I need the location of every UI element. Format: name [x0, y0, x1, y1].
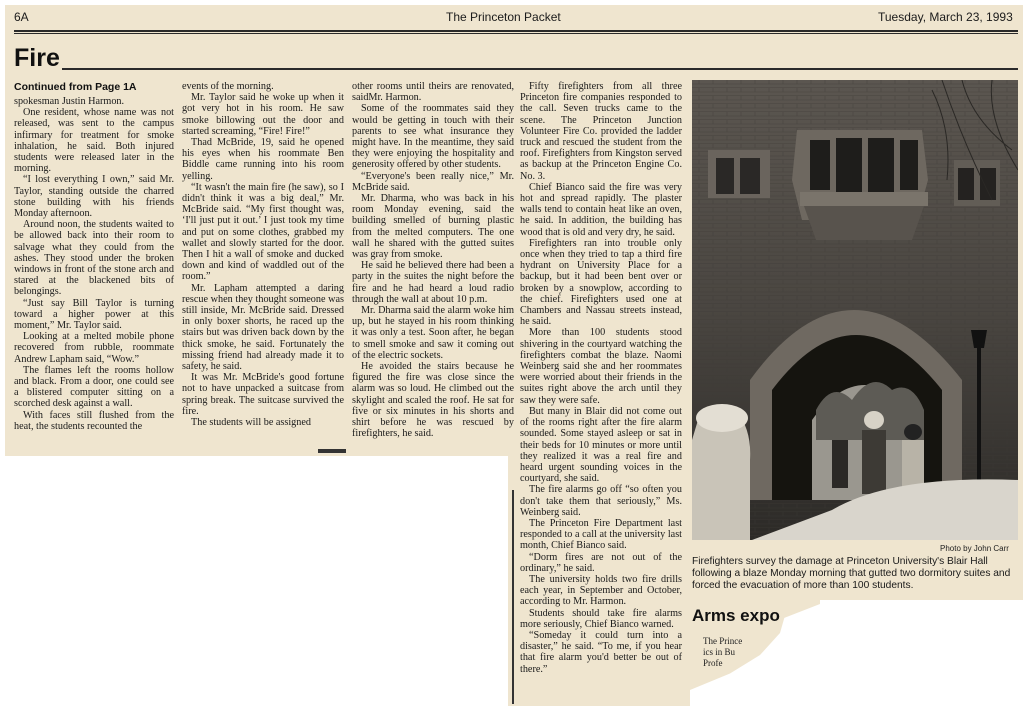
paragraph: The flames left the rooms hollow and black. From a door, one could see a blistered computer sitting on a scorched desk against a wall. [14, 364, 174, 410]
paragraph: spokesman Justin Harmon. [14, 96, 125, 107]
paragraph: Students should take fire alarms more seriously, Chief Bianco warned. [520, 607, 682, 630]
article-column-4 [520, 81, 682, 675]
paragraph: Thad McBride, 19, said he opened his eyes when his roommate Ben Biddle came running into his room yelling. [182, 137, 344, 182]
paragraph: He avoided the stairs because he figured the fire was close since the alarm was so loud. He climbed out the skylight and scaled the roof. He sat for five or six minutes in his shorts and shirt before he was rescued by firefighters, he said. [352, 361, 514, 440]
paragraph: “I lost everything I own,” said Mr. Taylor, standing outside the charred stone building with his friends Monday afternoon. [14, 174, 174, 220]
sidebar-headline: Arms expo [692, 606, 780, 625]
paragraph: Fifty firefighters from all three Princeton fire companies responded to the call. Seven trucks came to the scene. The Princeton Junction Volunteer Fire Co. provided the ladder truck and rescued the student from the roof. Firefighters from Kingston served as backup at the Princeton Engine Co. No. 3. [520, 81, 682, 182]
paragraph: The students will be assigned [191, 417, 311, 429]
paragraph: Looking at a melted mobile phone recovered from rubble, roommate Andrew Lapham said, “Wow.” [14, 331, 174, 365]
masthead-rule [14, 30, 1018, 32]
paragraph: He said he believed there had been a party in the suites the night before the fire and he had heard a loud radio through the wall at about 10 p.m. [352, 260, 514, 305]
paragraph: With faces still flushed from the heat, the students recounted the [14, 409, 174, 432]
newspaper-name: The Princeton Packet [446, 10, 561, 24]
paragraph: “Dorm fires are not out of the ordinary,” he said. [520, 551, 682, 574]
paragraph: “It wasn't the main fire (he saw), so I didn't think it was a big deal,” Mr. McBride said. “My first thought was, ‘I'll just put it out.’ I just took my time and put on some clothes, grabbed my wallet and slowly started for the door. Then I hit a wall of smoke and ducked down and kind of waddled out of the room.” [182, 181, 344, 283]
article-column-3 [352, 81, 514, 440]
paragraph: Mr. Lapham attempted a daring rescue when they thought someone was still inside, Mr. McBride said. Dressed in only boxer shorts, he raced up the stairs but was driven back down by the thick smoke, he said. Fortunately the missing friend had already made it to safety, he said. [182, 282, 344, 373]
paragraph: Around noon, the students waited to be allowed back into their room to salvage what they could from the ashes. They stood under the broken windows in front of the stone arch and stared at the blackened bits of belongings. [14, 219, 174, 298]
paragraph: Firefighters ran into trouble only once when they tried to tap a third fire hydrant on University Place for a backup, but it had been bent over or broken by a snowplow, according to the chief. Firefighters used one at Chambers and Nassau streets instead, he said. [520, 237, 682, 328]
paragraph: The university holds two fire drills each year, in September and October, according to Mr. Harmon. [520, 573, 682, 608]
paragraph: But many in Blair did not come out of the rooms right after the fire alarm sounded. Some stayed asleep or sat in their beds for 10 minutes or more until they realized it was a real fire and heard urgent sounding voices in the courtyard, she said. [520, 405, 682, 485]
article-title: Fire [14, 44, 60, 72]
paragraph: More than 100 students stood shivering in the courtyard watching the firefighters combat the blaze. Naomi Weinberg said she and her roommates were worried about their friends in the suites right above the arch until they saw they were safe. [520, 327, 682, 406]
photo-oriel-window [792, 130, 928, 240]
paragraph: Mr. Dharma, who was back in his room Monday evening, said the building smelled of burning plastic from the melted computers. The one wall he shared with the gutted suites was gray from smoke. [352, 193, 514, 261]
page-number: 6A [14, 10, 29, 24]
paragraph: It was Mr. McBride's good fortune not to have unpacked a suitcase from spring break. The suitcase survived the fire. [182, 372, 344, 417]
column-side-rule [512, 490, 514, 704]
article-column-2 [182, 81, 344, 428]
paragraph: “Someday it could turn into a disaster,” he said. “To me, if you hear that fire alarm you'd better be out of there.” [520, 629, 682, 675]
paragraph: Mr. Dharma said the alarm woke him up, but he stayed in his room thinking it was only a test. Soon after, he began to smell smoke and saw it coming out of the electric sockets. [352, 305, 514, 361]
paragraph: Some of the roommates said they would be getting in touch with their parents to see what insurance they might have. In the meantime, they said they were enjoying the hospitality and generosity offered by other students. [352, 103, 514, 171]
sidebar-fragment: The Prince ics in Bu Profe [703, 636, 743, 668]
clipping-torn-scrap [784, 598, 820, 618]
title-rule [62, 68, 1018, 70]
paragraph: “Just say Bill Taylor is turning toward a higher power at this moment,” Mr. Taylor said. [14, 297, 174, 332]
news-photo [692, 80, 1018, 540]
paragraph: “Everyone's been really nice,” Mr. McBride said. [352, 170, 514, 193]
paragraph: The fire alarms go off “so often you don't take them that seriously,” Ms. Weinberg said. [520, 484, 682, 518]
column-end-mark [318, 449, 346, 453]
paragraph: events of the morning. [182, 81, 274, 92]
paragraph: One resident, whose name was not released, was sent to the campus infirmary for treatment for smoke inhalation, he said. Both injured students were released later in the morning. [14, 107, 174, 175]
paragraph: Mr. Taylor said he woke up when it got very hot in his room. He saw smoke billowing out the door and started screaming, “Fire! Fire!” [182, 92, 344, 137]
paragraph: The Princeton Fire Department last responded to a call at the university last month, Chief Bianco said. [520, 517, 682, 552]
continued-line: Continued from Page 1A [14, 81, 137, 93]
issue-date: Tuesday, March 23, 1993 [878, 10, 1013, 24]
paragraph: other rooms until theirs are renovated, saidMr. Harmon. [352, 81, 514, 104]
masthead-rule-thin [14, 33, 1018, 34]
paragraph: Chief Bianco said the fire was very hot and spread rapidly. The plaster walls tend to contain heat like an oven, he said. In addition, the building has wood that is old and very dry, he said. [520, 181, 682, 238]
photo-right-window [954, 160, 1000, 206]
photo-left-window [708, 150, 770, 198]
article-column-1 [14, 96, 174, 432]
photo-credit: Photo by John Carr [940, 544, 1009, 553]
photo-caption: Firefighters survey the damage at Princeton University's Blair Hall following a blaze Monday morning that gutted two dormitory suites and forced the evacuation of more than 100 students. [692, 556, 1011, 591]
